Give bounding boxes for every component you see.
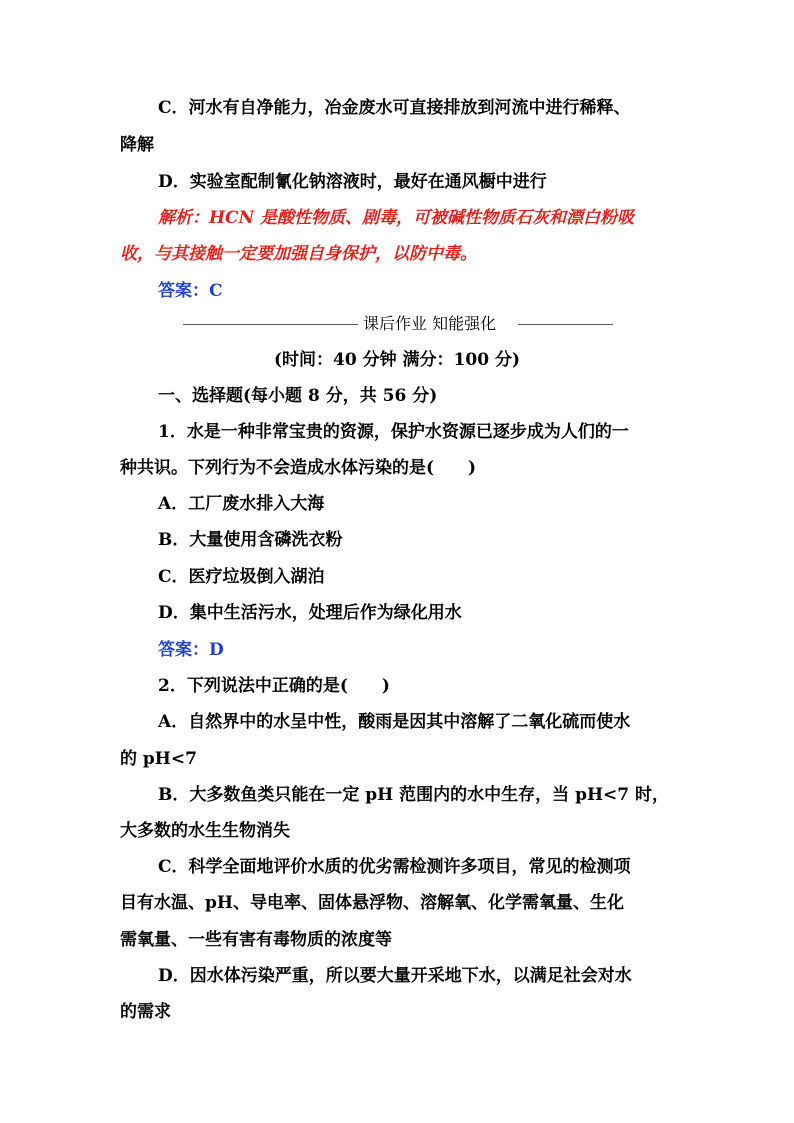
q1-option-d: D．集中生活污水，处理后作为绿化用水: [158, 603, 462, 623]
q1-stem-line1: 1．水是一种非常宝贵的资源，保护水资源已逐步成为人们的一: [158, 422, 629, 442]
prev-answer: 答案：C: [158, 281, 223, 301]
divider-rule-right: [518, 324, 613, 325]
q2-option-b-line1: B．大多数鱼类只能在一定 pH 范围内的水中生存，当 pH<7 时，: [158, 785, 670, 805]
q2-option-a-line2: 的 pH<7: [120, 749, 197, 769]
q2-option-b-line2: 大多数的水生生物消失: [120, 821, 290, 841]
q2-option-c-line2: 目有水温、pH、导电率、固体悬浮物、溶解氧、化学需氧量、生化: [120, 893, 624, 913]
divider-rule-left: [183, 324, 358, 325]
q2-stem: 2．下列说法中正确的是( ): [158, 676, 390, 696]
q2-option-d-line1: D．因水体污染严重，所以要大量开采地下水，以满足社会对水: [158, 966, 632, 986]
section-divider: [183, 313, 613, 335]
section-heading: 一、选择题(每小题 8 分，共 56 分): [158, 386, 438, 406]
q1-option-a: A．工厂废水排入大海: [158, 494, 325, 514]
q1-answer: 答案：D: [158, 640, 224, 660]
prev-option-c-line2: 降解: [120, 135, 154, 155]
q2-option-a-line1: A．自然界中的水呈中性，酸雨是因其中溶解了二氧化硫而使水: [158, 712, 631, 732]
q1-option-c: C．医疗垃圾倒入湖泊: [158, 567, 325, 587]
q2-option-d-line2: 的需求: [120, 1002, 171, 1022]
divider-label: 课后作业 知能强化: [363, 314, 497, 333]
prev-option-c-line1: C．河水有自净能力，冶金废水可直接排放到河流中进行稀释、: [158, 98, 631, 118]
prev-option-d: D．实验室配制氰化钠溶液时，最好在通风橱中进行: [158, 172, 547, 192]
q1-stem-line2: 种共识。下列行为不会造成水体污染的是( ): [120, 458, 477, 478]
q2-option-c-line1: C．科学全面地评价水质的优劣需检测许多项目，常见的检测项: [158, 857, 631, 877]
time-info: (时间：40 分钟 满分：100 分): [274, 350, 520, 370]
analysis-line2: 收，与其接触一定要加强自身保护，以防中毒。: [120, 244, 477, 264]
q1-option-b: B．大量使用含磷洗衣粉: [158, 530, 343, 550]
analysis-line1: 解析：HCN 是酸性物质、剧毒，可被碱性物质石灰和漂白粉吸: [158, 208, 635, 228]
q2-option-c-line3: 需氧量、一些有害有毒物质的浓度等: [120, 930, 392, 950]
